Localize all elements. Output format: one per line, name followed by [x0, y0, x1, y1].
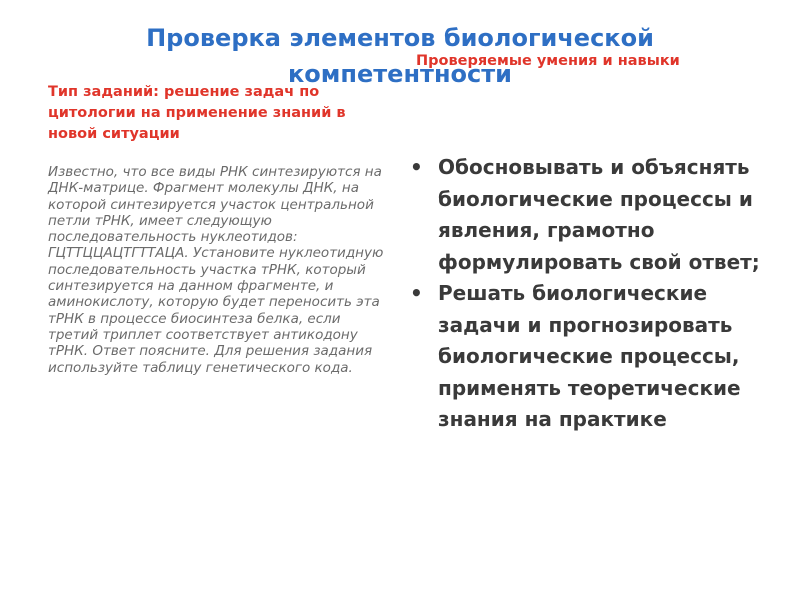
skills-list: [410, 152, 760, 436]
bullet-icon: •: [410, 155, 423, 179]
skills-heading: Проверяемые умения и навыки: [416, 53, 680, 69]
skill-item-solve: [410, 278, 760, 436]
bullet-icon: •: [410, 281, 423, 305]
skill-item-label: Решать биологические задачи и прогнозировать биологические процессы, применять теоретические знания на практике: [438, 281, 741, 431]
task-text: Известно, что все виды РНК синтезируются на ДНК-матрице. Фрагмент молекулы ДНК, на которой синтезируется участок центральной петли тРНК, имеет следующую последовательность нуклеотидов: ГЦТТЦЦАЦТГТТАЦА. Установите нуклеотидную последовательность участка тРНК, который синтезируется на данном фрагменте, и аминокислоту, которую будет переносить эта тРНК в процессе биосинтеза белка, если третий триплет соответствует антикодону тРНК. Ответ поясните. Для решения задания используйте таблицу генетического кода.: [48, 164, 384, 376]
skill-item-label: Обосновывать и объяснять биологические процессы и явления, грамотно формулировать свой ответ;: [438, 155, 760, 274]
skill-item-justify: [410, 152, 760, 278]
task-type-heading: Тип заданий: решение задач по цитологии на применение знаний в новой ситуации: [48, 84, 346, 142]
slide-title: Проверка элементов биологической компетентности: [146, 24, 654, 88]
